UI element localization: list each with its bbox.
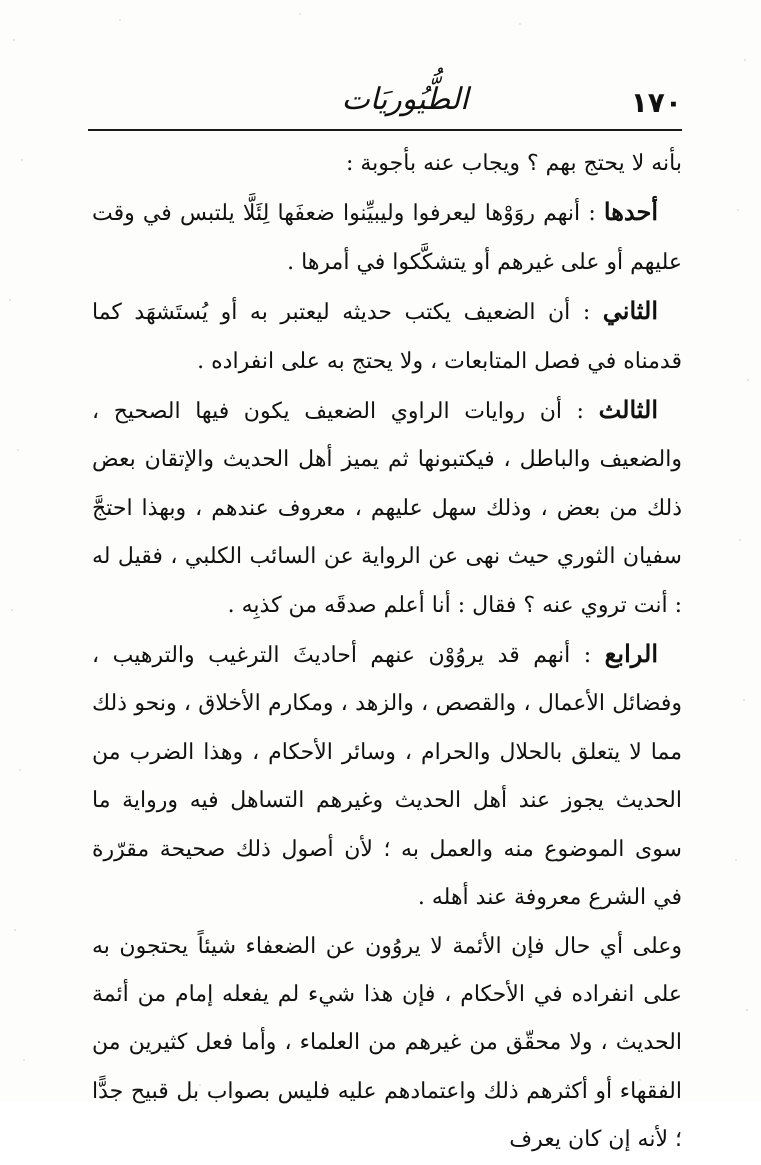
body-text: [92, 140, 682, 1165]
paragraph-text: بأنه لا يحتج بهم ؟ ويجاب عنه بأجوبة :: [345, 151, 682, 176]
paragraph: [92, 140, 682, 188]
paragraph-lead-word: الثاني: [602, 296, 658, 326]
paragraph-lead-word: أحدها: [603, 197, 658, 227]
paragraph-lead-word: الثالث: [598, 395, 658, 425]
running-title: الطُّيُوريَات: [341, 82, 469, 117]
paragraph: [92, 923, 682, 1165]
paragraph: [92, 386, 682, 630]
paragraph: [92, 630, 682, 922]
paragraph: [92, 188, 682, 287]
paragraph-text: : أنهم روَوْها ليعرفوا وليبيِّنوا ضعفَها لِئَلَّا يلتبس في وقت عليهم أو على غيرهم أو يتشكَّكوا في أمرها .: [92, 201, 682, 275]
paragraph-lead-word: الرابع: [604, 639, 658, 669]
page-number: ١٧٠: [630, 86, 682, 119]
paragraph: [92, 287, 682, 386]
header-rule: [88, 129, 682, 131]
paragraph-text: : أنهم قد يروُوْن عنهم أحاديثَ الترغيب والترهيب ، وفضائل الأعمال ، والقصص ، والزهد ، ومكارم الأخلاق ، ونحو ذلك مما لا يتعلق بالحلال والحرام ، وسائر الأحكام ، وهذا الضرب من الحديث يجوز عند أهل الحديث وغيرهم التساهل فيه ورواية ما سوى الموضوع منه والعمل به ؛ لأن أصول ذلك صحيحة مقرّرة في الشرع معروفة عند أهله .: [92, 643, 682, 911]
page-header: [88, 82, 682, 130]
paragraph-text: وعلى أي حال فإن الأئمة لا يروُون عن الضعفاء شيئاً يحتجون به على انفراده في الأحكام ، فإن هذا شيء لم يفعله إمام من أئمة الحديث ، ولا محقّق من غيرهم من العلماء ، وأما فعل كثيرين من الفقهاء أو أكثرهم ذلك واعتمادهم عليه فليس بصواب بل قبيح جدًّا ؛ لأنه إن كان يعرف: [92, 933, 682, 1153]
paragraph-text: : أن روايات الراوي الضعيف يكون فيها الصحيح ، والضعيف والباطل ، فيكتبونها ثم يميز أهل الحديث والإتقان بعض ذلك من بعض ، وذلك سهل عليهم ، معروف عندهم ، وبهذا احتجَّ سفيان الثوري حيث نهى عن الرواية عن السائب الكلبي ، فقيل له : أنت تروي عنه ؟ فقال : أنا أعلم صدقَه من كذبِه .: [92, 399, 682, 618]
paragraph-text: : أن الضعيف يكتب حديثه ليعتبر به أو يُستَشهَد كما قدمناه في فصل المتابعات ، ولا يحتج به على انفراده .: [92, 300, 682, 374]
